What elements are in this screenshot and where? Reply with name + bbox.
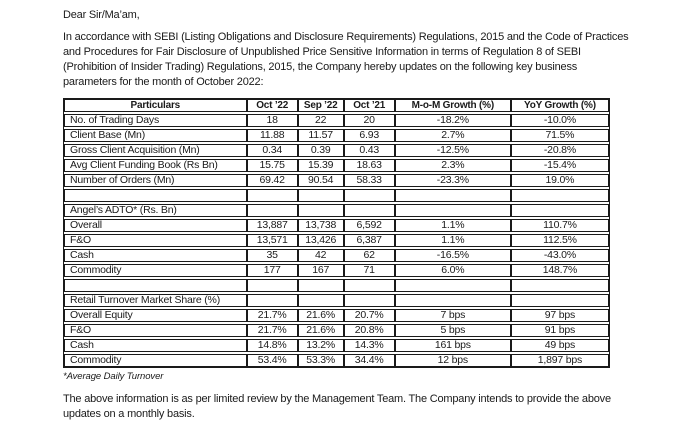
cell-value: 0.34: [247, 144, 298, 157]
cell-value: [511, 204, 609, 217]
salutation: Dear Sir/Ma’am,: [63, 9, 140, 21]
column-header-0: Particulars: [64, 99, 247, 112]
table-row: [64, 234, 609, 247]
cell-particulars: [64, 189, 247, 202]
table-header-row: [64, 99, 609, 112]
cell-particulars: Gross Client Acquisition (Mn): [64, 144, 247, 157]
cell-value: 148.7%: [511, 264, 609, 277]
cell-value: 34.4%: [344, 354, 395, 367]
column-header-1: Oct ’22: [247, 99, 298, 112]
cell-value: -12.5%: [395, 144, 511, 157]
column-header-3: Oct ’21: [344, 99, 395, 112]
cell-value: 21.6%: [298, 324, 344, 337]
cell-value: 14.3%: [344, 339, 395, 352]
cell-value: 6,592: [344, 219, 395, 232]
cell-value: 13,426: [298, 234, 344, 247]
cell-value: [395, 189, 511, 202]
cell-value: 2.3%: [395, 159, 511, 172]
table-row: [64, 174, 609, 187]
table-row: [64, 309, 609, 322]
cell-value: 110.7%: [511, 219, 609, 232]
cell-value: 12 bps: [395, 354, 511, 367]
cell-value: [247, 294, 298, 307]
cell-particulars: [64, 279, 247, 292]
section-header-row: [64, 204, 609, 217]
cell-value: 1.1%: [395, 234, 511, 247]
cell-value: 18: [247, 114, 298, 127]
cell-value: [395, 294, 511, 307]
cell-value: 1.1%: [395, 219, 511, 232]
cell-value: [247, 204, 298, 217]
cell-value: -20.8%: [511, 144, 609, 157]
cell-value: [298, 294, 344, 307]
cell-value: 6.0%: [395, 264, 511, 277]
cell-value: 42: [298, 249, 344, 262]
cell-value: 112.5%: [511, 234, 609, 247]
cell-value: 1,897 bps: [511, 354, 609, 367]
business-parameters-table: [63, 98, 610, 368]
cell-value: [344, 294, 395, 307]
cell-value: [344, 189, 395, 202]
cell-particulars: No. of Trading Days: [64, 114, 247, 127]
cell-value: 69.42: [247, 174, 298, 187]
cell-value: -23.3%: [395, 174, 511, 187]
cell-value: 6,387: [344, 234, 395, 247]
cell-value: [511, 279, 609, 292]
cell-value: 177: [247, 264, 298, 277]
cell-value: 97 bps: [511, 309, 609, 322]
table-row: [64, 159, 609, 172]
cell-value: [395, 204, 511, 217]
cell-value: [511, 294, 609, 307]
section-header-row: [64, 294, 609, 307]
cell-particulars: Commodity: [64, 354, 247, 367]
cell-value: 53.3%: [298, 354, 344, 367]
cell-value: 14.8%: [247, 339, 298, 352]
table-row: [64, 219, 609, 232]
cell-value: 11.88: [247, 129, 298, 142]
cell-value: 49 bps: [511, 339, 609, 352]
cell-value: 2.7%: [395, 129, 511, 142]
cell-value: 18.63: [344, 159, 395, 172]
table-row: [64, 249, 609, 262]
spacer-row: [64, 279, 609, 292]
cell-value: 15.75: [247, 159, 298, 172]
cell-value: 13,571: [247, 234, 298, 247]
cell-value: [344, 204, 395, 217]
cell-value: 13,887: [247, 219, 298, 232]
cell-value: 62: [344, 249, 395, 262]
cell-particulars: F&O: [64, 324, 247, 337]
cell-particulars: Cash: [64, 339, 247, 352]
cell-value: 0.39: [298, 144, 344, 157]
table-row: [64, 324, 609, 337]
table-row: [64, 129, 609, 142]
cell-value: 21.7%: [247, 309, 298, 322]
cell-particulars: Cash: [64, 249, 247, 262]
cell-value: 167: [298, 264, 344, 277]
closing-paragraph: The above information is as per limited review by the Management Team. The Company intends to provide the above updates on a monthly basis.: [63, 393, 611, 420]
spacer-row: [64, 189, 609, 202]
cell-value: 20.8%: [344, 324, 395, 337]
cell-particulars: Number of Orders (Mn): [64, 174, 247, 187]
cell-value: 21.7%: [247, 324, 298, 337]
footnote: *Average Daily Turnover: [63, 371, 164, 382]
cell-value: 58.33: [344, 174, 395, 187]
cell-value: 20: [344, 114, 395, 127]
cell-particulars: F&O: [64, 234, 247, 247]
table: [64, 97, 609, 369]
cell-value: 71.5%: [511, 129, 609, 142]
cell-value: [344, 279, 395, 292]
intro-paragraph: In accordance with SEBI (Listing Obligations and Disclosure Requirements) Regulations, 2015 and the Code of Practices and Procedures for Fair Disclosure of Unpublished Price Sensitive Information in terms of Regulation 8 of SEBI (Prohibition of Insider Trading) Regulations, 2015, the Company hereby updates on the following key business parameters for the month of October 2022:: [63, 31, 629, 88]
cell-value: 13,738: [298, 219, 344, 232]
cell-value: 90.54: [298, 174, 344, 187]
cell-value: 15.39: [298, 159, 344, 172]
cell-value: 35: [247, 249, 298, 262]
cell-value: [247, 189, 298, 202]
column-header-2: Sep ’22: [298, 99, 344, 112]
cell-particulars: Retail Turnover Market Share (%): [64, 294, 247, 307]
cell-value: 13.2%: [298, 339, 344, 352]
cell-particulars: Overall: [64, 219, 247, 232]
cell-value: -10.0%: [511, 114, 609, 127]
cell-particulars: Commodity: [64, 264, 247, 277]
table-row: [64, 339, 609, 352]
table-row: [64, 354, 609, 367]
cell-particulars: Overall Equity: [64, 309, 247, 322]
cell-value: 161 bps: [395, 339, 511, 352]
column-header-5: YoY Growth (%): [511, 99, 609, 112]
cell-value: [298, 189, 344, 202]
table-row: [64, 114, 609, 127]
cell-value: [247, 279, 298, 292]
cell-value: -18.2%: [395, 114, 511, 127]
cell-value: [395, 279, 511, 292]
cell-value: 91 bps: [511, 324, 609, 337]
cell-value: 7 bps: [395, 309, 511, 322]
cell-value: 22: [298, 114, 344, 127]
cell-value: -16.5%: [395, 249, 511, 262]
cell-value: 19.0%: [511, 174, 609, 187]
cell-value: 0.43: [344, 144, 395, 157]
cell-value: 5 bps: [395, 324, 511, 337]
cell-value: 6.93: [344, 129, 395, 142]
table-row: [64, 144, 609, 157]
cell-value: [298, 279, 344, 292]
cell-value: [298, 204, 344, 217]
cell-value: -43.0%: [511, 249, 609, 262]
cell-value: 20.7%: [344, 309, 395, 322]
cell-particulars: Angel’s ADTO* (Rs. Bn): [64, 204, 247, 217]
cell-value: [511, 189, 609, 202]
cell-value: 71: [344, 264, 395, 277]
cell-value: -15.4%: [511, 159, 609, 172]
cell-particulars: Client Base (Mn): [64, 129, 247, 142]
cell-value: 53.4%: [247, 354, 298, 367]
column-header-4: M-o-M Growth (%): [395, 99, 511, 112]
cell-particulars: Avg Client Funding Book (Rs Bn): [64, 159, 247, 172]
table-row: [64, 264, 609, 277]
cell-value: 11.57: [298, 129, 344, 142]
cell-value: 21.6%: [298, 309, 344, 322]
table-body: [64, 114, 609, 367]
